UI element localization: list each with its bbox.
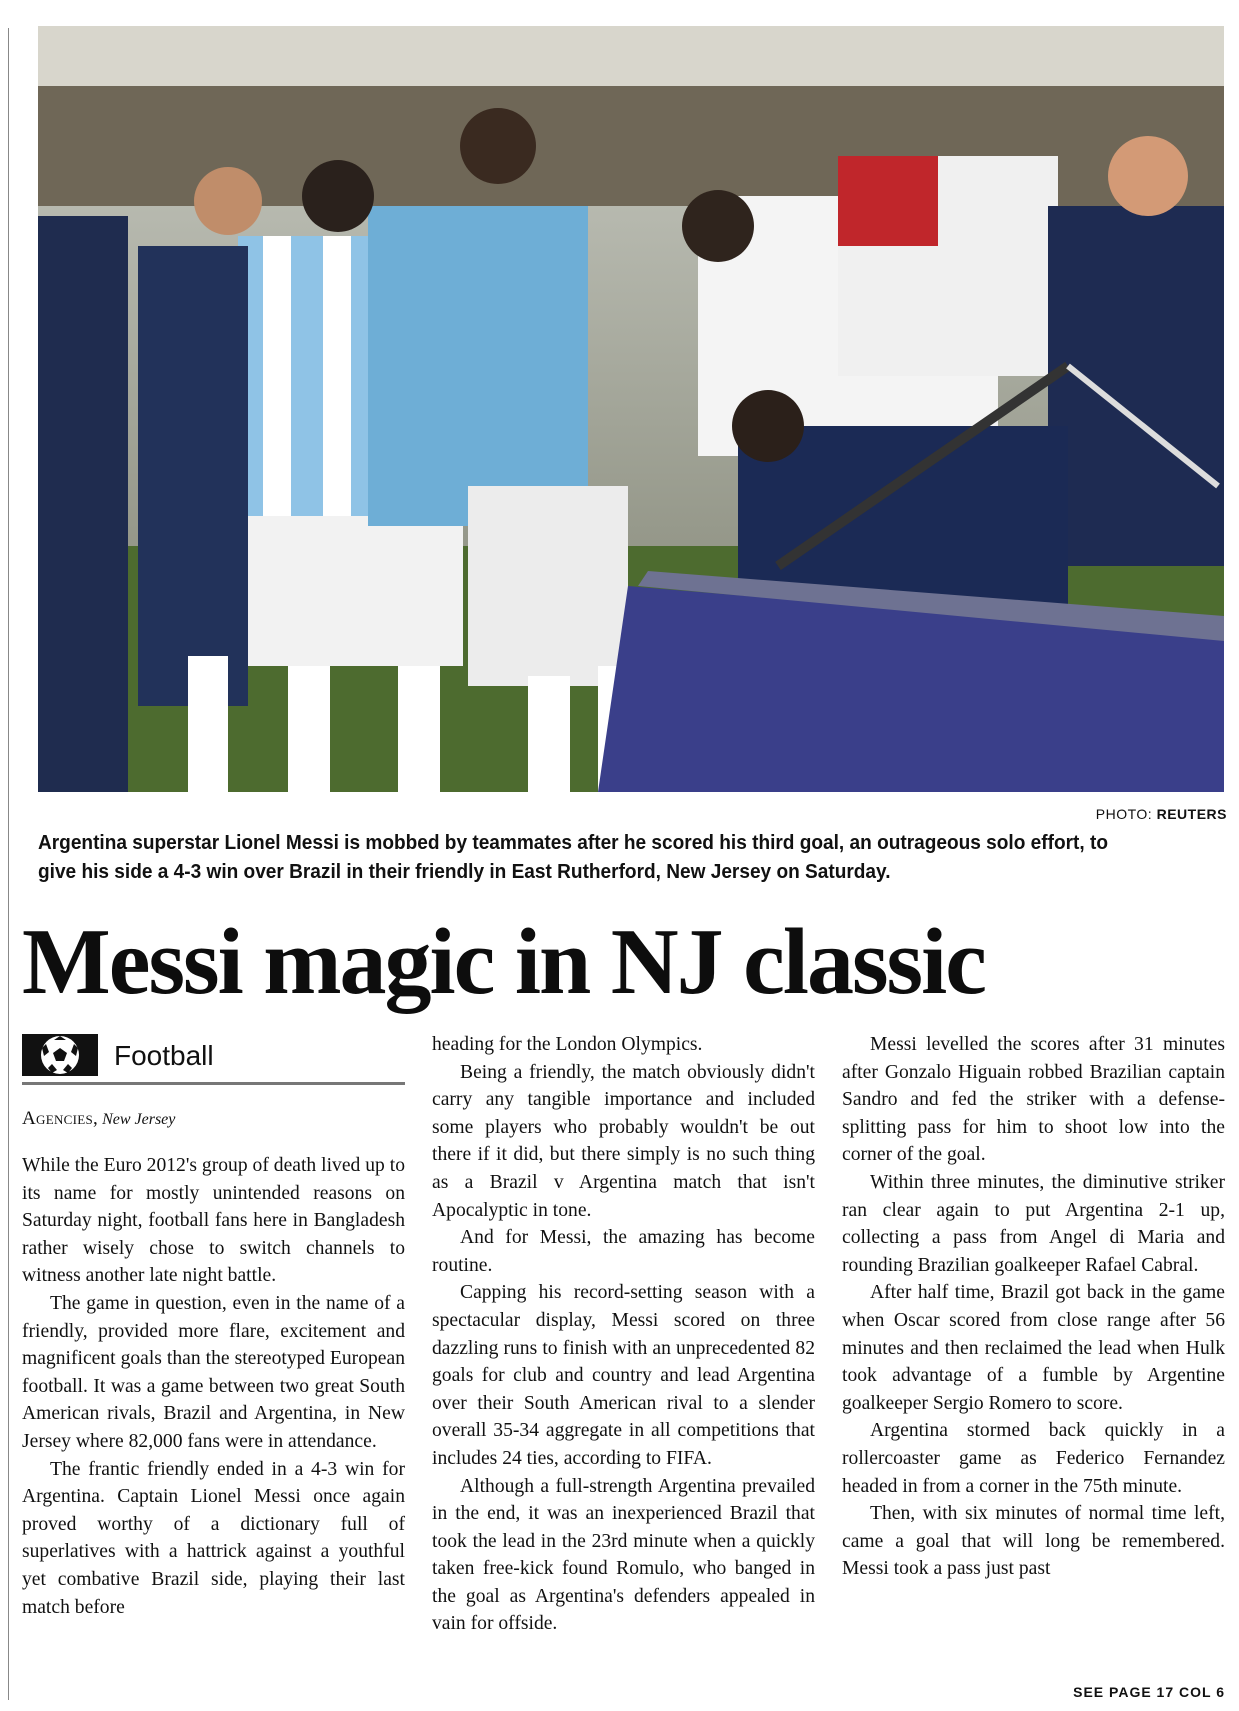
photo-credit xyxy=(1096,806,1227,822)
article-column-1 xyxy=(22,1152,405,1621)
paragraph: The frantic friendly ended in a 4-3 win for Argentina. Captain Lionel Messi once again proved worthy of a dictionary full of superlatives with a hattrick against a youthful yet combative Brazil side, playing their last match before xyxy=(22,1458,405,1618)
article-column-2 xyxy=(432,1031,815,1638)
paragraph: Capping his record-setting season with a spectacular display, Messi scored on three dazzling runs to finish with an unprecedented 82 goals for club and country and lead Argentina over their South American rival to a slender overall 35-34 aggregate in all competitions that includes 24 ties, according to FIFA. xyxy=(432,1282,815,1469)
paragraph: Argentina stormed back quickly in a rollercoaster game as Federico Fernandez headed in from a corner in the 75th minute. xyxy=(842,1420,1225,1497)
paragraph: Although a full-strength Argentina prevailed in the end, it was an inexperienced Brazil that took the lead in the 23rd minute when a quickly taken free-kick found Romulo, who banged in the goal as Argentina's defenders appealed in vain for offside. xyxy=(432,1475,815,1635)
news-photo xyxy=(38,26,1224,792)
section-label: Football xyxy=(114,1040,214,1071)
byline-location: New Jersey xyxy=(102,1111,176,1128)
paragraph: Messi levelled the scores after 31 minutes after Gonzalo Higuain robbed Brazilian captain Sandro and fed the striker with a defense-splitting pass for him to shoot low into the corner of the goal. xyxy=(842,1034,1225,1166)
photo-caption: Argentina superstar Lionel Messi is mobbed by teammates after he scored his third goal, an outrageous solo effort, to give his side a 4-3 win over Brazil in their friendly in East Rutherford, New Jersey on Saturday. xyxy=(38,831,1108,883)
paragraph: Within three minutes, the diminutive striker ran clear again to put Argentina 2-1 up, collecting a pass from Angel di Maria and rounding Brazilian goalkeeper Rafael Cabral. xyxy=(842,1171,1225,1276)
byline-agency: Agencies, xyxy=(22,1108,99,1129)
photo-credit-source: REUTERS xyxy=(1156,806,1227,822)
continued-jump-line: SEE PAGE 17 COL 6 xyxy=(1073,1684,1225,1700)
headline: Messi magic in NJ classic xyxy=(22,910,985,1014)
paragraph: The game in question, even in the name of a friendly, provided more flare, excitement and magnificent goals than the stereotyped European football. It was a game between two great South American rivals, Brazil and Argentina, in New Jersey where 82,000 fans were in attendance. xyxy=(22,1292,405,1452)
paragraph: Then, with six minutes of normal time left, came a goal that will long be remembered. Messi took a pass just past xyxy=(842,1503,1225,1580)
paragraph: After half time, Brazil got back in the game when Oscar scored from close range after 56 minutes and then reclaimed the lead when Hulk took advantage of a fumble by Argentine goalkeeper Sergio Romero to score. xyxy=(842,1282,1225,1414)
soccer-ball-icon xyxy=(22,1034,98,1076)
paragraph: While the Euro 2012's group of death lived up to its name for mostly unintended reasons on Saturday night, football fans here in Bangladesh rather wisely chose to switch channels to witness another late night battle. xyxy=(22,1155,405,1287)
paragraph: And for Messi, the amazing has become routine. xyxy=(432,1227,815,1276)
photo-illustration xyxy=(38,26,1224,792)
photo-credit-label: PHOTO: xyxy=(1095,806,1153,822)
paragraph: Being a friendly, the match obviously didn't carry any tangible importance and included some players who probably wouldn't be out there if it did, but there simply is no such thing as a Brazil v Argentina match that isn't Apocalyptic in tone. xyxy=(432,1061,815,1221)
section-header xyxy=(22,1032,405,1085)
byline xyxy=(22,1108,175,1130)
paragraph: heading for the London Olympics. xyxy=(432,1034,703,1055)
article-column-3 xyxy=(842,1031,1225,1583)
column-rule xyxy=(8,28,9,1700)
